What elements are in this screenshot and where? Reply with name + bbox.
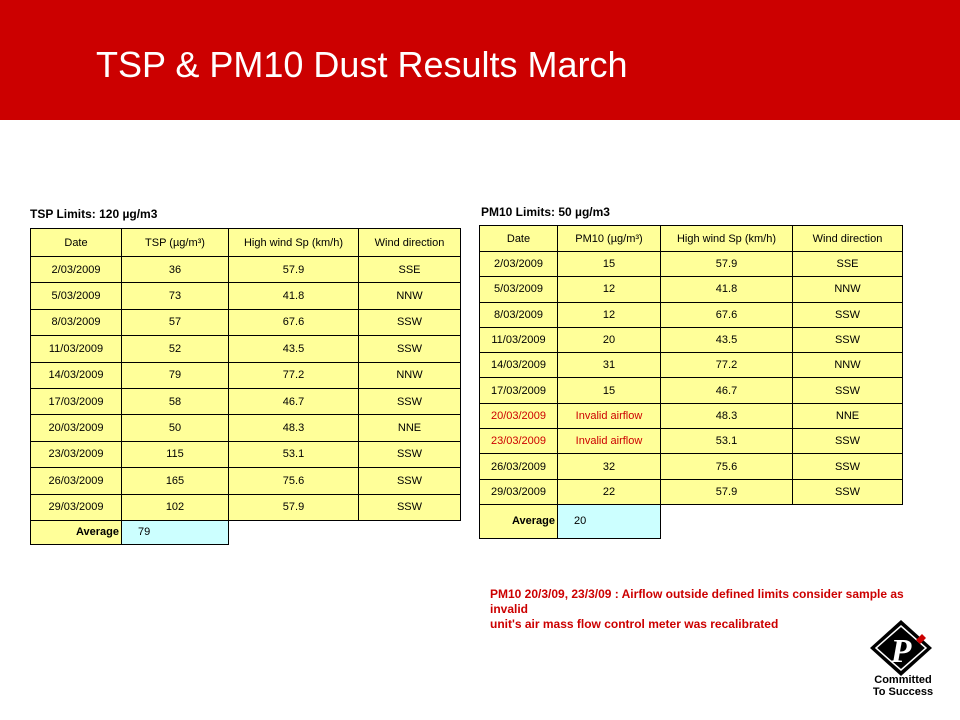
- tsp-table-cell: 5/03/2009: [31, 283, 122, 309]
- pm10-table-cell: Invalid airflow: [558, 403, 661, 428]
- pm10-average-row: [480, 504, 903, 538]
- tsp-table-cell: SSW: [359, 336, 461, 362]
- note-line-2: unit's air mass flow control meter was recalibrated: [490, 617, 779, 631]
- pm10-table-cell: 77.2: [661, 353, 793, 378]
- pm10-table-row: [480, 327, 903, 352]
- pm10-table-cell: SSW: [793, 327, 903, 352]
- tsp-table-cell: 14/03/2009: [31, 362, 122, 388]
- tsp-limit-label: TSP Limits: 120 µg/m3: [30, 207, 158, 221]
- pm10-table-cell: 2/03/2009: [480, 252, 558, 277]
- tsp-table-cell: 43.5: [229, 336, 359, 362]
- pm10-table-cell: SSW: [793, 454, 903, 479]
- tsp-average-value: 79: [122, 520, 229, 544]
- pm10-table-cell: SSW: [793, 479, 903, 504]
- pm10-table-row: [480, 302, 903, 327]
- pm10-table-cell: 41.8: [661, 277, 793, 302]
- tsp-table-row: [31, 283, 461, 309]
- page-title: TSP & PM10 Dust Results March: [96, 44, 628, 85]
- pm10-table-cell: 12: [558, 302, 661, 327]
- tsp-table-cell: NNW: [359, 362, 461, 388]
- pm10-column-header: Wind direction: [793, 226, 903, 252]
- tsp-table-cell: 2/03/2009: [31, 257, 122, 283]
- pm10-table-cell: 12: [558, 277, 661, 302]
- tsp-table-cell: 48.3: [229, 415, 359, 441]
- logo-letter: P: [890, 633, 912, 670]
- tsp-table-row: [31, 494, 461, 520]
- pm10-column-header: High wind Sp (km/h): [661, 226, 793, 252]
- tsp-table-cell: 57.9: [229, 257, 359, 283]
- tsp-column-header: High wind Sp (km/h): [229, 229, 359, 257]
- tsp-table-cell: 50: [122, 415, 229, 441]
- pm10-table-cell: 46.7: [661, 378, 793, 403]
- pm10-invalid-note: [490, 587, 910, 632]
- tsp-table-cell: 8/03/2009: [31, 309, 122, 335]
- logo-tagline-line-2: To Success: [872, 686, 934, 698]
- pm10-table-row: [480, 479, 903, 504]
- tsp-table-row: [31, 415, 461, 441]
- pm10-table-cell: 29/03/2009: [480, 479, 558, 504]
- tsp-table-cell: 46.7: [229, 388, 359, 414]
- pm10-table-cell: 15: [558, 378, 661, 403]
- pm10-table-cell: NNE: [793, 403, 903, 428]
- pm10-table-cell: SSW: [793, 302, 903, 327]
- pm10-table-cell: 57.9: [661, 252, 793, 277]
- pm10-table-cell: 20: [558, 327, 661, 352]
- tsp-table-row: [31, 257, 461, 283]
- tsp-table-cell: 26/03/2009: [31, 468, 122, 494]
- tsp-table-cell: 75.6: [229, 468, 359, 494]
- pm10-table-row: [480, 353, 903, 378]
- tsp-table-cell: SSW: [359, 388, 461, 414]
- pm10-table-cell: 48.3: [661, 403, 793, 428]
- tsp-table-cell: 53.1: [229, 441, 359, 467]
- pm10-table-cell: 31: [558, 353, 661, 378]
- pm10-table-row: [480, 403, 903, 428]
- pm10-column-header: Date: [480, 226, 558, 252]
- tsp-table-cell: 23/03/2009: [31, 441, 122, 467]
- tsp-column-header: TSP (µg/m³): [122, 229, 229, 257]
- tsp-table-cell: 11/03/2009: [31, 336, 122, 362]
- pm10-limit-label: PM10 Limits: 50 µg/m3: [481, 205, 610, 219]
- tsp-table-cell: SSW: [359, 494, 461, 520]
- pm10-table-cell: 14/03/2009: [480, 353, 558, 378]
- tsp-table-cell: 115: [122, 441, 229, 467]
- tsp-table-row: [31, 309, 461, 335]
- tsp-table-cell: 52: [122, 336, 229, 362]
- pm10-table-cell: NNW: [793, 353, 903, 378]
- tsp-table-cell: SSW: [359, 441, 461, 467]
- pm10-table-cell: 32: [558, 454, 661, 479]
- tsp-table-cell: SSW: [359, 309, 461, 335]
- pm10-table-cell: 43.5: [661, 327, 793, 352]
- pm10-table-cell: 67.6: [661, 302, 793, 327]
- tsp-table-row: [31, 468, 461, 494]
- tsp-table-cell: 57.9: [229, 494, 359, 520]
- pm10-table-cell: 5/03/2009: [480, 277, 558, 302]
- tsp-table: [30, 228, 461, 545]
- pm10-table-cell: 22: [558, 479, 661, 504]
- tsp-table-cell: NNW: [359, 283, 461, 309]
- pm10-average-value: 20: [558, 504, 661, 538]
- pm10-table-cell: 26/03/2009: [480, 454, 558, 479]
- tsp-table-row: [31, 362, 461, 388]
- pm10-table-cell: 23/03/2009: [480, 429, 558, 454]
- tsp-table-cell: 79: [122, 362, 229, 388]
- tsp-average-label: Average: [31, 520, 122, 544]
- pm10-table: [479, 225, 903, 539]
- pm10-table-row: [480, 429, 903, 454]
- pm10-table-row: [480, 277, 903, 302]
- tsp-table-row: [31, 441, 461, 467]
- pm10-table-cell: 20/03/2009: [480, 403, 558, 428]
- tsp-table-cell: 57: [122, 309, 229, 335]
- tsp-table-cell: 102: [122, 494, 229, 520]
- tsp-table-cell: 29/03/2009: [31, 494, 122, 520]
- pm10-table-cell: 11/03/2009: [480, 327, 558, 352]
- tsp-average-spacer: [229, 520, 461, 544]
- tsp-table-cell: SSW: [359, 468, 461, 494]
- logo-tagline: [858, 674, 948, 698]
- pm10-table-cell: 17/03/2009: [480, 378, 558, 403]
- tsp-table-cell: 77.2: [229, 362, 359, 388]
- note-line-1: PM10 20/3/09, 23/3/09 : Airflow outside defined limits consider sample as invalid: [490, 587, 904, 616]
- pm10-average-spacer: [661, 504, 903, 538]
- tsp-table-row: [31, 388, 461, 414]
- pm10-table-cell: 75.6: [661, 454, 793, 479]
- pm10-header-row: [480, 226, 903, 252]
- pm10-table-cell: 53.1: [661, 429, 793, 454]
- pm10-table-cell: SSW: [793, 378, 903, 403]
- pm10-table-cell: 57.9: [661, 479, 793, 504]
- tsp-table-cell: 41.8: [229, 283, 359, 309]
- pm10-average-label: Average: [480, 504, 558, 538]
- tsp-table-cell: NNE: [359, 415, 461, 441]
- tsp-table-cell: SSE: [359, 257, 461, 283]
- pm10-table-row: [480, 252, 903, 277]
- tsp-table-cell: 17/03/2009: [31, 388, 122, 414]
- tsp-header-row: [31, 229, 461, 257]
- pm10-table-row: [480, 454, 903, 479]
- pm10-table-cell: 8/03/2009: [480, 302, 558, 327]
- tsp-table-cell: 20/03/2009: [31, 415, 122, 441]
- tsp-average-row: [31, 520, 461, 544]
- tsp-table-cell: 36: [122, 257, 229, 283]
- tsp-table-cell: 58: [122, 388, 229, 414]
- pm10-table-cell: SSE: [793, 252, 903, 277]
- tsp-column-header: Date: [31, 229, 122, 257]
- tsp-column-header: Wind direction: [359, 229, 461, 257]
- tsp-table-cell: 165: [122, 468, 229, 494]
- pm10-table-cell: SSW: [793, 429, 903, 454]
- pm10-table-cell: NNW: [793, 277, 903, 302]
- tsp-table-cell: 67.6: [229, 309, 359, 335]
- logo-tagline-line-1: Committed: [874, 674, 932, 686]
- pm10-column-header: PM10 (µg/m³): [558, 226, 661, 252]
- pm10-table-cell: 15: [558, 252, 661, 277]
- tsp-table-cell: 73: [122, 283, 229, 309]
- tsp-table-row: [31, 336, 461, 362]
- pm10-table-cell: Invalid airflow: [558, 429, 661, 454]
- pm10-table-row: [480, 378, 903, 403]
